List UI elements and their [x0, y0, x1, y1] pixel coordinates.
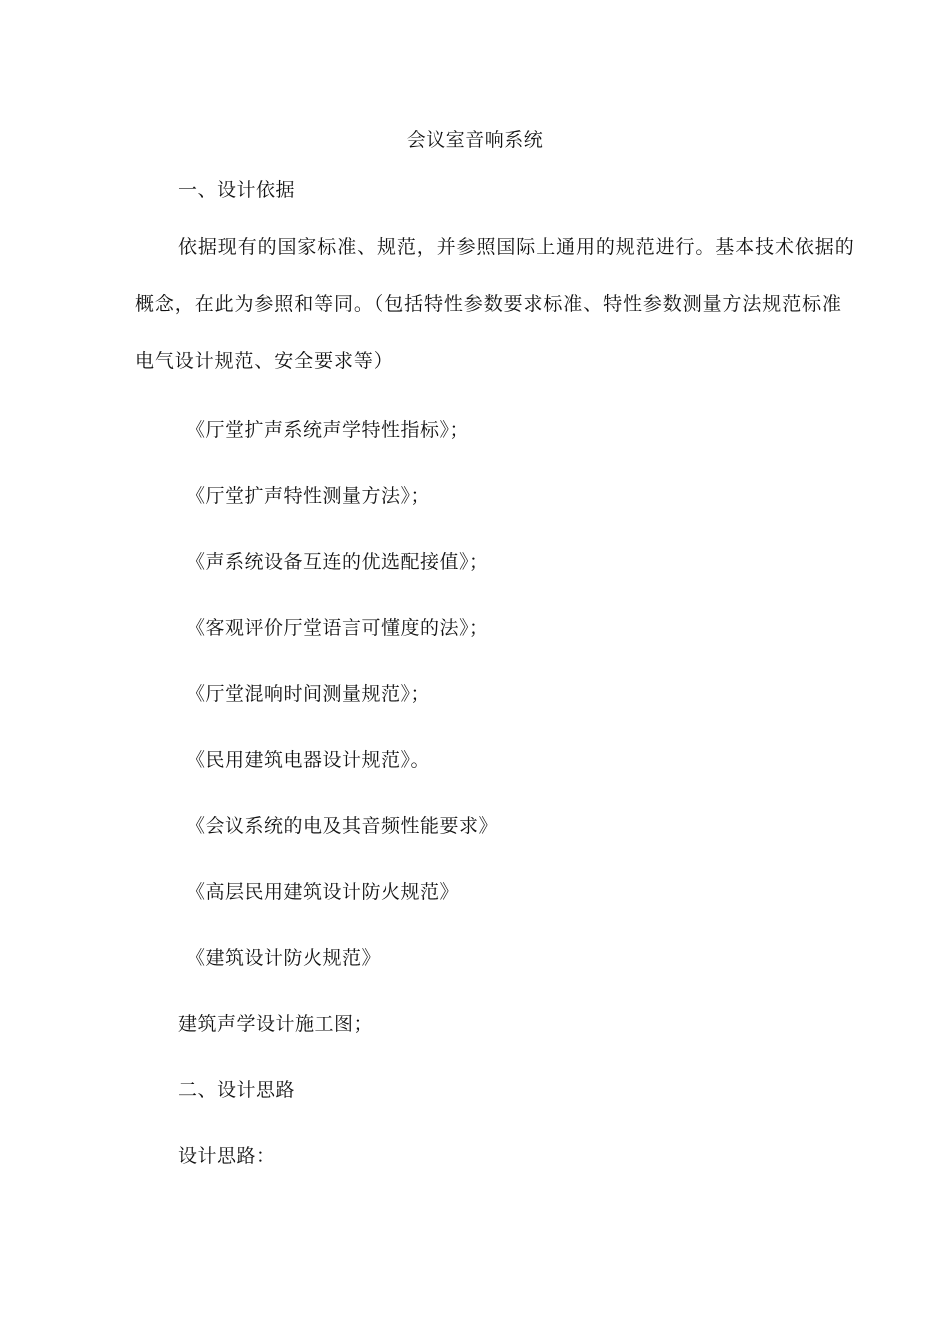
- document-title: 会议室音响系统: [406, 129, 544, 151]
- reference-item: 《会议系统的电及其音频性能要求》: [186, 815, 499, 837]
- reference-item: 《厅堂扩声特性测量方法》；: [186, 485, 431, 507]
- reference-item: 《厅堂混响时间测量规范》；: [186, 683, 431, 705]
- reference-item: 《声系统设备互连的优选配接值》；: [186, 551, 489, 573]
- reference-item: 《建筑设计防火规范》: [186, 947, 382, 969]
- intro-paragraph-line-3: 电气设计规范、安全要求等）: [135, 350, 394, 372]
- section-heading-design-approach: 二、设计思路: [178, 1079, 296, 1101]
- section-heading-design-basis: 一、设计依据: [178, 179, 296, 201]
- drawing-reference-line: 建筑声学设计施工图；: [178, 1013, 374, 1035]
- design-approach-label: 设计思路：: [178, 1145, 276, 1167]
- intro-paragraph-line-1: 依据现有的国家标准、规范，并参照国际上通用的规范进行。基本技术依据的: [178, 236, 855, 258]
- reference-item: 《厅堂扩声系统声学特性指标》；: [186, 419, 470, 441]
- reference-item: 《高层民用建筑设计防火规范》: [186, 881, 460, 903]
- reference-item: 《客观评价厅堂语言可懂度的法》；: [186, 617, 489, 639]
- reference-item: 《民用建筑电器设计规范》。: [186, 749, 431, 771]
- intro-paragraph-line-2: 概念，在此为参照和等同。（包括特性参数要求标准、特性参数测量方法规范标准: [135, 293, 842, 315]
